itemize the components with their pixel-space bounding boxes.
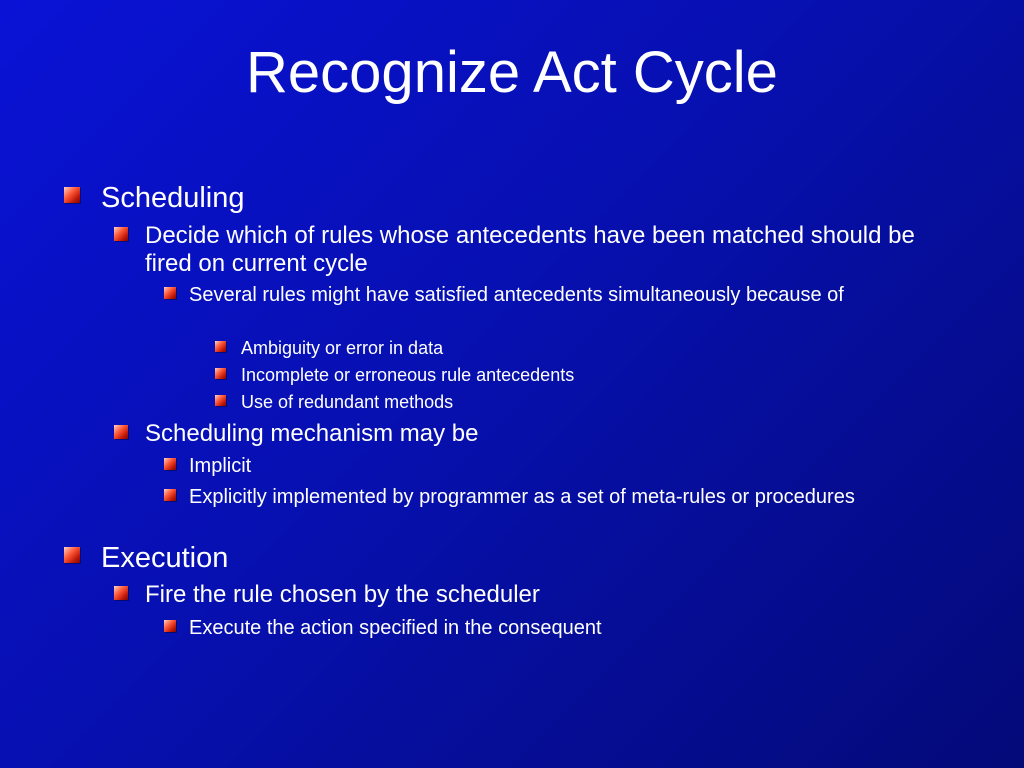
square-bullet-icon [164, 620, 176, 632]
bullet-text: Several rules might have satisfied antecedents simultaneously because of [189, 284, 844, 306]
bullet-text: Decide which of rules whose antecedents have been matched should be fired on current cycle [145, 222, 915, 277]
bullet-text: Scheduling [101, 182, 245, 214]
bullet-fire-rule [114, 581, 945, 609]
square-bullet-icon [114, 425, 128, 439]
bullet-text: Implicit [189, 455, 252, 477]
square-bullet-icon [164, 287, 176, 299]
square-bullet-icon [64, 547, 80, 563]
bullet-ambiguity [215, 337, 443, 359]
square-bullet-icon [164, 489, 176, 501]
bullet-text: Execution [101, 542, 229, 574]
bullet-scheduling [64, 181, 245, 215]
bullet-execute-action [164, 616, 929, 640]
bullet-text: Ambiguity or error in data [241, 338, 444, 358]
bullet-execution [64, 541, 228, 575]
square-bullet-icon [164, 458, 176, 470]
bullet-decide [114, 222, 945, 278]
bullet-text: Scheduling mechanism may be [145, 420, 479, 447]
square-bullet-icon [215, 395, 226, 406]
bullet-redundant [215, 391, 453, 413]
bullet-mechanism [114, 420, 945, 448]
square-bullet-icon [114, 586, 128, 600]
bullet-incomplete [215, 364, 574, 386]
bullet-text: Explicitly implemented by programmer as a set of meta-rules or procedures [189, 486, 855, 508]
slide-title: Recognize Act Cycle [246, 40, 778, 105]
bullet-explicit [164, 485, 929, 509]
square-bullet-icon [215, 341, 226, 352]
square-bullet-icon [114, 227, 128, 241]
bullet-implicit [164, 454, 929, 478]
bullet-text: Incomplete or erroneous rule antecedents [241, 365, 575, 385]
bullet-text: Execute the action specified in the consequent [189, 617, 602, 639]
square-bullet-icon [215, 368, 226, 379]
square-bullet-icon [64, 187, 80, 203]
bullet-text: Fire the rule chosen by the scheduler [145, 581, 540, 608]
bullet-text: Use of redundant methods [241, 392, 454, 412]
bullet-several-rules [164, 283, 929, 307]
